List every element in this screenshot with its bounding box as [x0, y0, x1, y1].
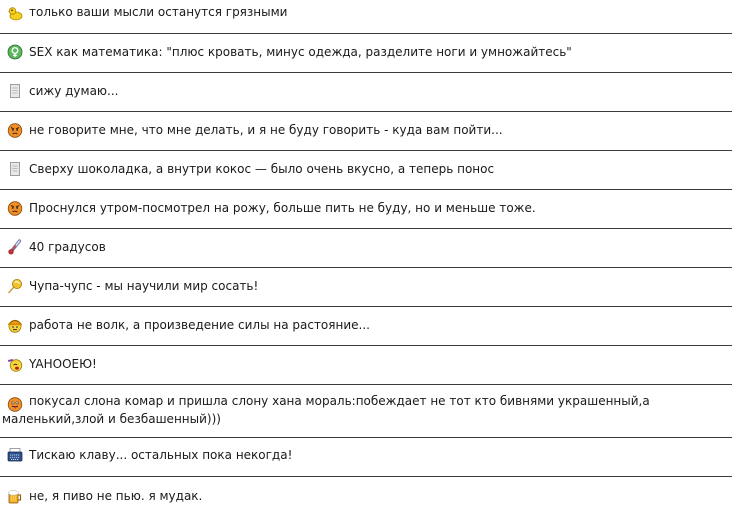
- list-item[interactable]: [0, 229, 732, 268]
- angry-face-icon: [7, 122, 23, 138]
- list-item[interactable]: [0, 0, 732, 34]
- status-text: не говорите мне, что мне делать, и я не буду говорить - куда вам пойти...: [29, 123, 503, 137]
- typewriter-icon: [7, 447, 23, 463]
- thermometer-icon: [7, 239, 23, 255]
- list-item[interactable]: [0, 346, 732, 385]
- paper-icon: [7, 83, 23, 99]
- status-text: покусал слона комар и пришла слону хана мораль:побеждает не тот кто бивнями украшенный,а маленький,злой и безбашенный))): [2, 394, 650, 426]
- list-item[interactable]: [0, 73, 732, 112]
- list-item[interactable]: [0, 438, 732, 477]
- status-text: Проснулся утром-посмотрел на рожу, больше пить не буду, но и меньше тоже.: [29, 201, 536, 215]
- status-text: SEX как математика: "плюс кровать, минус одежда, разделите ноги и умножайтесь": [29, 45, 572, 59]
- list-item[interactable]: [0, 190, 732, 229]
- list-item[interactable]: [0, 477, 732, 515]
- status-text: YAHOOEЮ!: [29, 357, 97, 371]
- status-text: не, я пиво не пью. я мудак.: [29, 489, 203, 503]
- duck-icon: [7, 5, 23, 21]
- list-item[interactable]: [0, 34, 732, 73]
- status-text: сижу думаю...: [29, 84, 119, 98]
- status-text: работа не волк, а произведение силы на растояние...: [29, 318, 370, 332]
- worker-helmet-icon: [7, 317, 23, 333]
- list-item[interactable]: [0, 385, 732, 438]
- lollipop-icon: [7, 278, 23, 294]
- status-text: Тискаю клаву... остальных пока некогда!: [29, 448, 293, 462]
- status-text: Сверху шоколадка, а внутри кокос — было очень вкусно, а теперь понос: [29, 162, 495, 176]
- yahoo-face-icon: [7, 356, 23, 372]
- angry-face-icon: [7, 200, 23, 216]
- list-item[interactable]: [0, 151, 732, 190]
- list-item[interactable]: [0, 307, 732, 346]
- list-item[interactable]: [0, 268, 732, 307]
- status-text: 40 градусов: [29, 240, 106, 254]
- status-text: Чупа-чупс - мы научили мир сосать!: [29, 279, 259, 293]
- paper-icon: [7, 161, 23, 177]
- beer-mug-icon: [7, 488, 23, 504]
- sex-symbol-icon: [7, 44, 23, 60]
- status-text: только ваши мысли останутся грязными: [29, 5, 288, 19]
- list-item[interactable]: [0, 112, 732, 151]
